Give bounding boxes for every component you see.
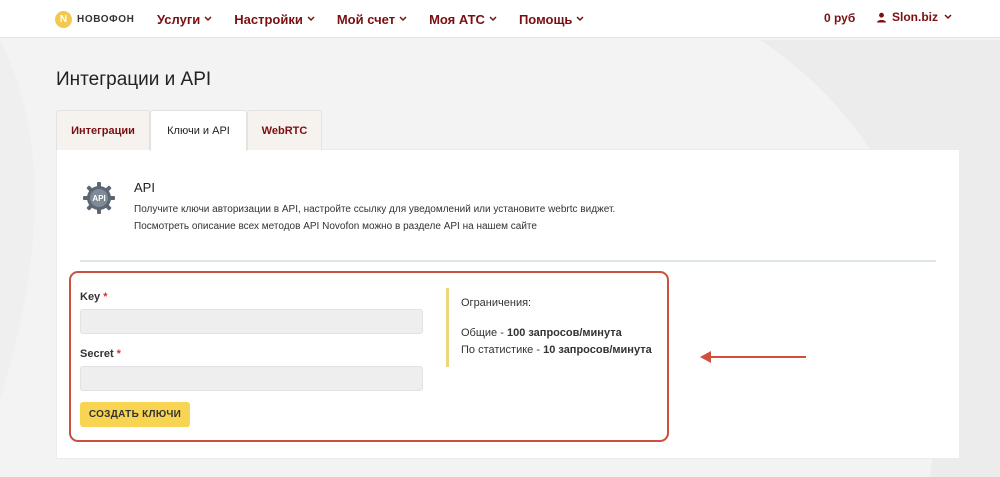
chevron-down-icon	[307, 16, 315, 22]
nav-item-account[interactable]	[337, 12, 407, 27]
nav-item-label: Моя АТС	[429, 11, 485, 27]
user-name: Slon.biz	[892, 10, 938, 24]
tab-label: Интеграции	[71, 124, 135, 137]
secret-label-text: Secret	[80, 348, 114, 360]
logo[interactable]	[55, 9, 135, 29]
logo-letter: N	[59, 13, 68, 25]
chevron-down-icon	[944, 14, 952, 20]
nav-item-help[interactable]	[519, 12, 584, 27]
required-mark: *	[103, 291, 108, 303]
required-mark: *	[116, 348, 121, 360]
limit-general	[461, 327, 622, 339]
nav-item-label: Помощь	[518, 11, 573, 27]
nav-item-label: Услуги	[157, 11, 201, 27]
limits-title: Ограничения:	[461, 297, 532, 309]
limits-accent-bar	[446, 288, 449, 367]
logo-text: НОВОФОН	[77, 13, 135, 25]
chevron-down-icon	[576, 16, 584, 22]
secret-input[interactable]	[80, 366, 423, 391]
limit-general-value: 100 запросов/минута	[506, 327, 622, 339]
page-title: Интеграции и API	[56, 69, 212, 90]
tab-integrations[interactable]	[56, 110, 150, 150]
chevron-down-icon	[489, 16, 497, 22]
nav-item-services[interactable]	[157, 12, 212, 27]
section-title: API	[134, 180, 155, 195]
balance[interactable]: 0 руб	[824, 11, 856, 25]
nav-item-pbx[interactable]	[429, 12, 497, 27]
limit-stats-prefix: По статистике -	[461, 344, 544, 356]
top-bar	[0, 0, 1000, 38]
nav-item-label: Настройки	[234, 11, 303, 27]
key-input[interactable]	[80, 309, 423, 334]
divider	[80, 260, 936, 262]
secret-label	[80, 348, 121, 360]
user-icon	[876, 12, 887, 23]
create-keys-button[interactable]: СОЗДАТЬ КЛЮЧИ	[80, 402, 190, 427]
user-menu[interactable]	[876, 10, 952, 24]
api-gear-icon	[82, 181, 116, 215]
logo-icon	[55, 11, 72, 28]
limit-stats	[461, 344, 652, 356]
tab-label: WebRTC	[261, 124, 308, 137]
section-description-line-2: Посмотреть описание всех методов API Novofon можно в разделе API на нашем сайте	[134, 221, 537, 232]
chevron-down-icon	[204, 16, 212, 22]
section-description-line-1: Получите ключи авторизации в API, настройте ссылку для уведомлений или установите webrtc виджет.	[134, 204, 616, 215]
nav-item-label: Мой счет	[336, 11, 396, 27]
api-icon-text: API	[92, 194, 106, 203]
tab-label: Ключи и API	[167, 125, 230, 137]
tab-keys-api[interactable]	[150, 110, 247, 151]
annotation-arrow-icon	[698, 347, 808, 367]
tab-webrtc[interactable]	[247, 110, 322, 150]
main-nav	[157, 0, 606, 38]
key-label	[80, 291, 107, 303]
limit-general-prefix: Общие -	[461, 327, 507, 339]
limit-stats-value: 10 запросов/минута	[543, 344, 652, 356]
nav-item-settings[interactable]	[234, 12, 315, 27]
key-label-text: Key	[80, 291, 101, 303]
chevron-down-icon	[399, 16, 407, 22]
